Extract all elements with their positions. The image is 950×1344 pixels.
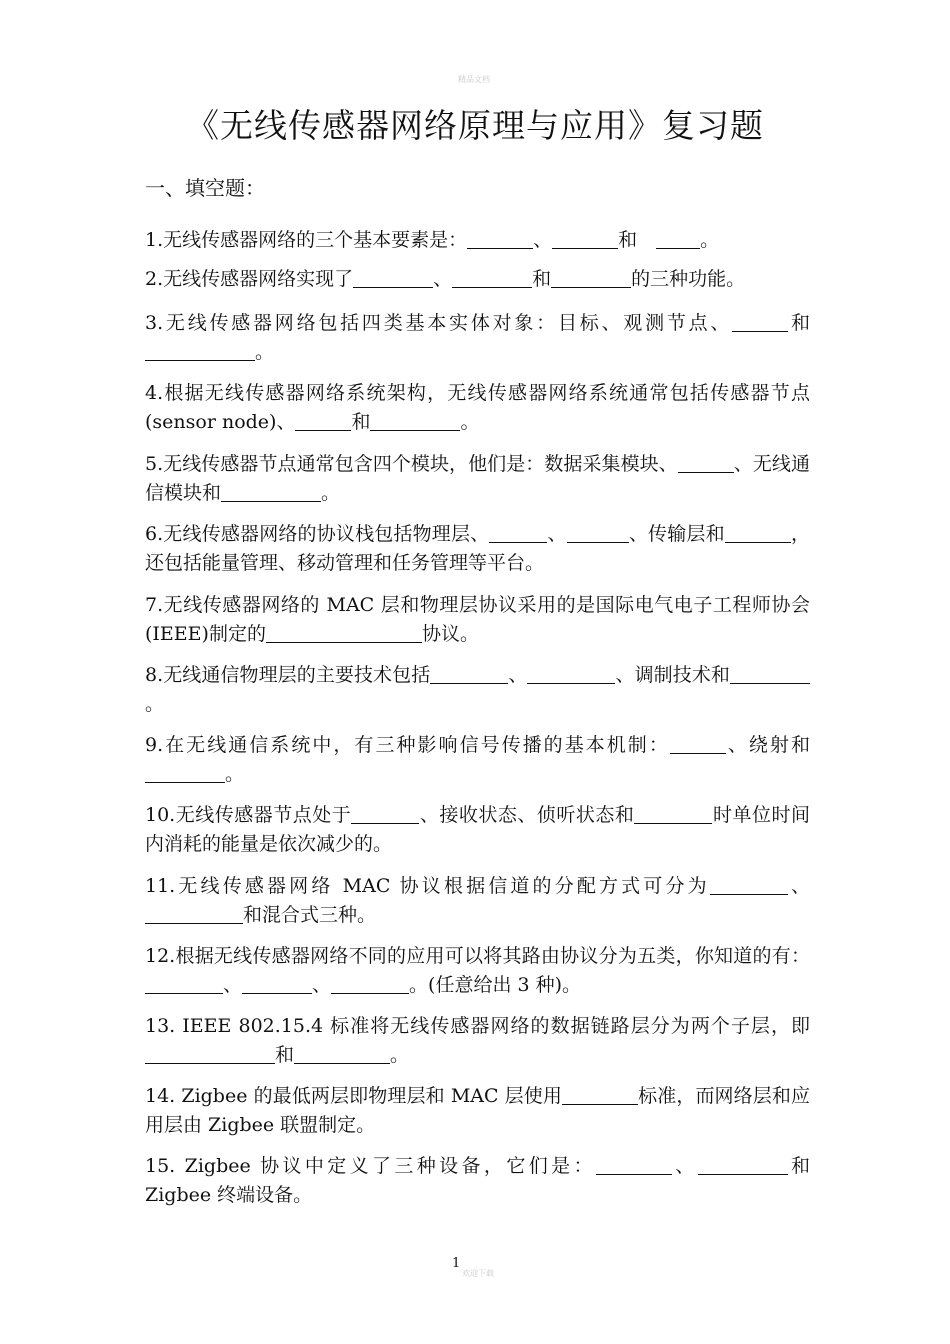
answer-blank[interactable] xyxy=(353,267,433,288)
answer-blank[interactable] xyxy=(670,733,726,754)
answer-blank[interactable] xyxy=(551,267,631,288)
question-2: 2.无线传感器网络实现了 、 和 的三种功能。 xyxy=(145,268,746,290)
answer-blank[interactable] xyxy=(562,1084,638,1105)
question-8: 8.无线通信物理层的主要技术包括 、 、调制技术和。 xyxy=(145,661,810,719)
watermark-bottom: 欢迎下载 xyxy=(462,1269,494,1278)
answer-blank[interactable] xyxy=(489,522,547,543)
answer-blank[interactable] xyxy=(527,663,615,684)
question-14: 14. Zigbee 的最低两层即物理层和 MAC 层使用 标准，而网络层和应用层由 Zigbee 联盟制定。 xyxy=(145,1085,810,1136)
page-number: 1 xyxy=(452,1256,461,1271)
question-12: 12.根据无线传感器网络不同的应用可以将其路由协议分为五类，你知道的有：、 、 。(任意给出 3 种)。 xyxy=(145,945,810,996)
question-5: 5.无线传感器节点通常包含四个模块，他们是：数据采集模块、 、无线通信模块和 。 xyxy=(145,453,810,504)
answer-blank[interactable] xyxy=(145,903,243,924)
answer-blank[interactable] xyxy=(266,622,422,643)
answer-blank[interactable] xyxy=(710,874,788,895)
answer-blank[interactable] xyxy=(656,228,700,249)
answer-blank[interactable] xyxy=(452,267,532,288)
answer-blank[interactable] xyxy=(294,1043,390,1064)
answer-blank[interactable] xyxy=(634,803,712,824)
answer-blank[interactable] xyxy=(145,973,223,994)
answer-blank[interactable] xyxy=(567,522,629,543)
answer-blank[interactable] xyxy=(242,973,312,994)
answer-blank[interactable] xyxy=(467,228,533,249)
answer-blank[interactable] xyxy=(430,663,508,684)
question-11: 11.无线传感器网络 MAC 协议根据信道的分配方式可分为 、和混合式三种。 xyxy=(145,875,810,926)
answer-blank[interactable] xyxy=(145,1043,275,1064)
answer-blank[interactable] xyxy=(370,410,460,431)
question-7: 7.无线传感器网络的 MAC 层和物理层协议采用的是国际电气电子工程师协会(IEEE)制定的 协议。 xyxy=(145,594,810,645)
document-title: 《无线传感器网络原理与应用》复习题 xyxy=(186,106,764,145)
question-9: 9.在无线通信系统中，有三种影响信号传播的基本机制： 、绕射和。 xyxy=(145,734,810,785)
section-heading: 一、填空题： xyxy=(145,176,265,200)
answer-blank[interactable] xyxy=(596,1154,672,1175)
answer-blank[interactable] xyxy=(730,663,810,684)
question-13: 13. IEEE 802.15.4 标准将无线传感器网络的数据链路层分为两个子层，即和 。 xyxy=(145,1015,810,1066)
question-10: 10.无线传感器节点处于 、接收状态、侦听状态和 时单位时间内消耗的能量是依次减少的。 xyxy=(145,804,810,855)
answer-blank[interactable] xyxy=(678,452,734,473)
question-4: 4.根据无线传感器网络系统架构，无线传感器网络系统通常包括传感器节点(sensor node)、 和 。 xyxy=(145,382,810,433)
question-3: 3.无线传感器网络包括四类基本实体对象：目标、观测节点、 和。 xyxy=(145,312,810,363)
question-15: 15. Zigbee 协议中定义了三种设备，它们是： 、 和 Zigbee 终端设备。 xyxy=(145,1155,810,1206)
question-1: 1.无线传感器网络的三个基本要素是： 、 和 。 xyxy=(145,229,720,251)
question-6: 6.无线传感器网络的协议栈包括物理层、 、 、传输层和 ，还包括能量管理、移动管理和任务管理等平台。 xyxy=(145,523,810,574)
answer-blank[interactable] xyxy=(145,340,255,361)
answer-blank[interactable] xyxy=(145,762,225,783)
answer-blank[interactable] xyxy=(295,410,351,431)
answer-blank[interactable] xyxy=(698,1154,788,1175)
answer-blank[interactable] xyxy=(732,311,788,332)
answer-blank[interactable] xyxy=(351,803,419,824)
watermark-top: 精品文档 xyxy=(458,75,490,84)
answer-blank[interactable] xyxy=(331,973,409,994)
answer-blank[interactable] xyxy=(221,481,321,502)
answer-blank[interactable] xyxy=(552,228,618,249)
answer-blank[interactable] xyxy=(725,522,791,543)
